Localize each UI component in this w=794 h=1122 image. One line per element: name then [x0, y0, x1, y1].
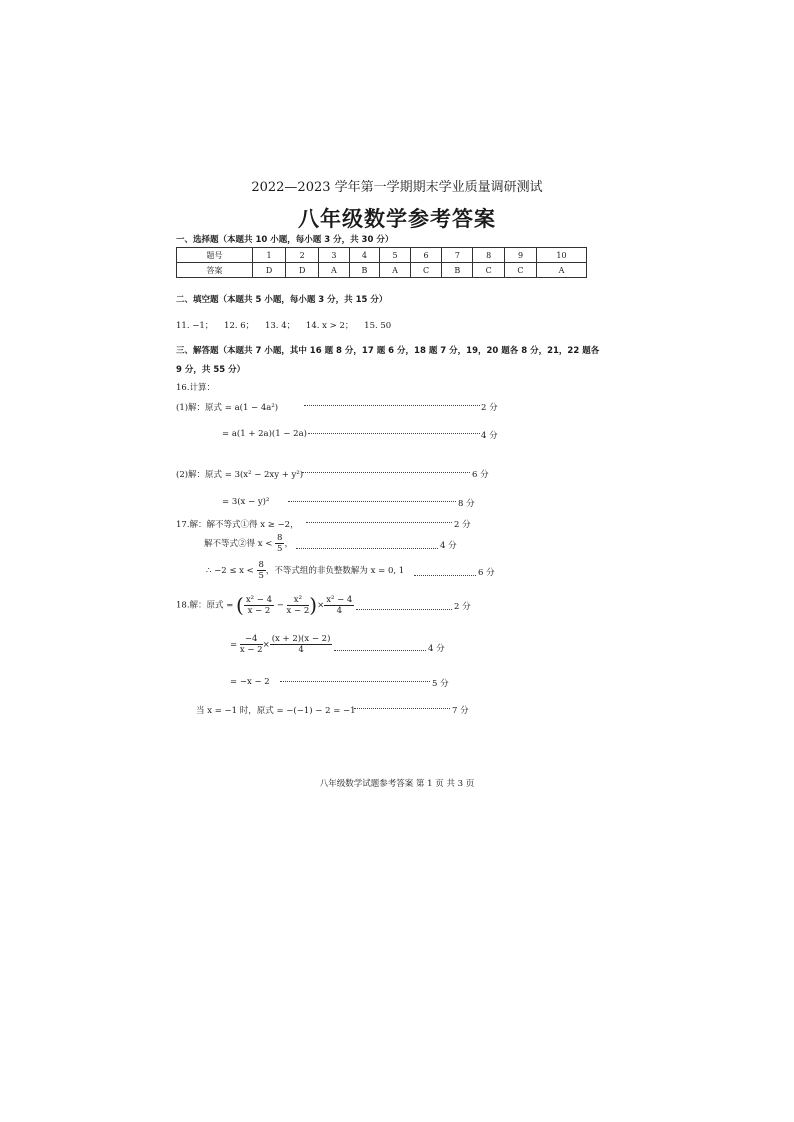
fraction — [270, 634, 333, 655]
dotted-leader — [288, 501, 456, 502]
table-cell: A — [536, 263, 586, 278]
formula: 解不等式②得 x < — [204, 539, 273, 549]
answer-key-title: 八年级数学参考答案 — [298, 207, 496, 231]
table-cell: 4 — [349, 248, 380, 263]
dotted-leader — [296, 548, 438, 549]
numerator: x² — [287, 595, 310, 606]
table-cell: B — [349, 263, 380, 278]
points: 2 分 — [481, 403, 498, 413]
denominator: 4 — [298, 645, 304, 655]
table-cell: 7 — [442, 248, 473, 263]
table-cell-label: 答案 — [177, 263, 253, 278]
operator: × — [317, 600, 325, 611]
fraction — [257, 560, 266, 581]
points: 7 分 — [452, 706, 469, 716]
formula: (1)解：原式 = a(1 − 4a²) — [176, 403, 279, 413]
dotted-leader — [302, 472, 470, 473]
table-cell-label: 题号 — [177, 248, 253, 263]
q16-1-line1 — [176, 401, 278, 413]
points: 4 分 — [481, 431, 498, 441]
table-cell: A — [319, 263, 349, 278]
points: 6 分 — [478, 568, 495, 578]
table-cell: A — [380, 263, 410, 278]
formula: = — [230, 640, 238, 650]
table-cell: C — [473, 263, 505, 278]
q16-1-line2: = a(1 + 2a)(1 − 2a) — [222, 429, 307, 439]
dotted-leader — [306, 522, 452, 523]
table-cell: C — [505, 263, 537, 278]
dotted-leader — [334, 650, 426, 651]
page-footer: 八年级数学试题参考答案 第 1 页 共 3 页 — [319, 779, 475, 789]
table-cell: 10 — [536, 248, 586, 263]
numerator: (x + 2)(x − 2) — [271, 634, 331, 644]
q18-line3: = −x − 2 — [230, 677, 270, 687]
exam-title: 2022—2023 学年第一学期期末学业质量调研测试 — [251, 180, 543, 195]
conclusion: ，不等式组的非负整数解为 x = 0, 1 — [265, 566, 405, 576]
points: 6 分 — [472, 470, 489, 480]
points: 2 分 — [454, 602, 471, 612]
dotted-leader — [414, 575, 476, 576]
operator: − — [276, 600, 284, 611]
numerator: 8 — [277, 533, 283, 543]
section-2-heading: 二、填空题（本题共 5 小题，每小题 3 分，共 15 分） — [176, 295, 388, 305]
points: 2 分 — [454, 520, 471, 530]
fraction — [244, 595, 274, 616]
points: 5 分 — [432, 679, 449, 689]
dotted-leader — [354, 708, 450, 709]
formula: 18.解：原式 = — [176, 600, 234, 611]
points: 4 分 — [428, 644, 445, 654]
q18-line1 — [176, 593, 354, 617]
numerator: 8 — [258, 560, 264, 570]
section-3-heading-line1: 三、解答题（本题共 7 小题，其中 16 题 8 分，17 题 6 分，18 题 7 分，19，20 题各 8 分，21，22 题各 — [176, 346, 600, 356]
fill-in-answers: 11. −1； 12. 6； 13. 4； 14. x > 2； 15. 50 — [176, 321, 392, 331]
denominator: x − 2 — [239, 645, 263, 655]
numerator: x² − 4 — [326, 594, 353, 605]
table-cell: 8 — [473, 248, 505, 263]
q16-2-line1: (2)解：原式 = 3(x² − 2xy + y²) — [176, 470, 304, 480]
denominator: 5 — [277, 544, 283, 554]
left-paren: ( — [236, 593, 244, 617]
q17-line2 — [204, 533, 293, 554]
q18-line4: 当 x = −1 时，原式 = −(−1) − 2 = −1 — [196, 706, 356, 716]
table-cell: 9 — [505, 248, 537, 263]
numerator: −4 — [240, 634, 263, 645]
table-cell: 1 — [252, 248, 285, 263]
table-cell: C — [410, 263, 442, 278]
points: 8 分 — [458, 499, 475, 509]
table-cell: D — [252, 263, 285, 278]
table-cell: 6 — [410, 248, 442, 263]
q17-line1: 17.解：解不等式①得 x ≥ −2， — [176, 520, 299, 530]
section-3-heading-line2: 9 分，共 55 分） — [176, 365, 246, 375]
dotted-leader — [308, 433, 480, 434]
denominator: 4 — [336, 605, 342, 616]
dotted-leader — [356, 609, 452, 610]
table-cell: 3 — [319, 248, 349, 263]
points: 4 分 — [440, 541, 457, 551]
formula: ∴ −2 ≤ x < — [206, 566, 254, 576]
table-cell: 2 — [286, 248, 319, 263]
fraction — [324, 595, 354, 616]
q18-line2 — [230, 634, 332, 655]
table-row-answers — [177, 263, 587, 278]
denominator: x − 2 — [247, 605, 271, 616]
table-cell: B — [442, 263, 473, 278]
section-1-heading: 一、选择题（本题共 10 小题，每小题 3 分，共 30 分） — [176, 235, 394, 245]
q16-2-line2: = 3(x − y)² — [222, 497, 270, 507]
operator: × — [262, 640, 270, 650]
numerator: x² − 4 — [245, 594, 272, 605]
answer-table — [176, 247, 587, 278]
denominator: 5 — [258, 571, 264, 581]
q16-label: 16.计算： — [176, 383, 216, 393]
table-cell: D — [286, 263, 319, 278]
dotted-leader — [280, 681, 430, 682]
right-paren: ) — [309, 593, 318, 617]
fraction — [287, 595, 310, 616]
punctuation: ， — [284, 539, 293, 549]
denominator: x − 2 — [286, 605, 310, 616]
table-cell: 5 — [380, 248, 410, 263]
fraction — [240, 634, 263, 655]
dotted-leader — [304, 405, 480, 406]
q17-line3 — [206, 560, 404, 581]
table-row-question-numbers — [177, 248, 587, 263]
